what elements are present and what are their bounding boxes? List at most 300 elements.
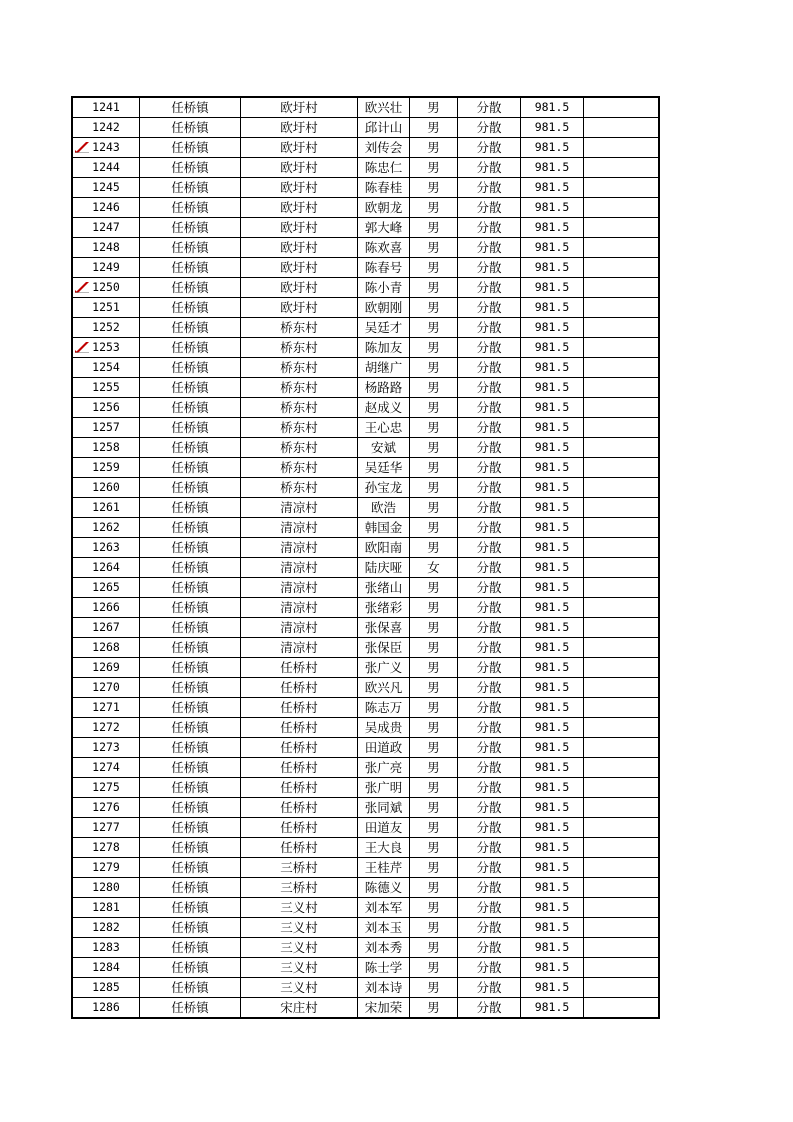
- cell-name[interactable]: [358, 958, 410, 978]
- cell-number[interactable]: [72, 558, 140, 578]
- cell-support-type[interactable]: [458, 338, 521, 358]
- cell-support-type[interactable]: [458, 698, 521, 718]
- cell-note[interactable]: [584, 758, 660, 778]
- cell-support-type[interactable]: [458, 478, 521, 498]
- cell-number[interactable]: [72, 678, 140, 698]
- cell-village[interactable]: [241, 158, 358, 178]
- cell-support-type[interactable]: [458, 138, 521, 158]
- cell-gender[interactable]: [410, 898, 458, 918]
- cell-amount[interactable]: [521, 398, 584, 418]
- cell-village[interactable]: [241, 878, 358, 898]
- cell-support-type[interactable]: [458, 598, 521, 618]
- cell-amount[interactable]: [521, 558, 584, 578]
- cell-gender[interactable]: [410, 278, 458, 298]
- cell-number[interactable]: [72, 818, 140, 838]
- cell-number[interactable]: [72, 158, 140, 178]
- cell-village[interactable]: [241, 718, 358, 738]
- cell-number[interactable]: [72, 318, 140, 338]
- cell-note[interactable]: [584, 97, 660, 118]
- cell-support-type[interactable]: [458, 638, 521, 658]
- cell-name[interactable]: [358, 258, 410, 278]
- cell-support-type[interactable]: [458, 518, 521, 538]
- cell-amount[interactable]: [521, 618, 584, 638]
- cell-gender[interactable]: [410, 758, 458, 778]
- cell-number[interactable]: [72, 218, 140, 238]
- cell-gender[interactable]: [410, 538, 458, 558]
- cell-village[interactable]: [241, 378, 358, 398]
- cell-name[interactable]: [358, 578, 410, 598]
- cell-number[interactable]: [72, 97, 140, 118]
- cell-support-type[interactable]: [458, 438, 521, 458]
- cell-number[interactable]: [72, 898, 140, 918]
- cell-number[interactable]: [72, 278, 140, 298]
- cell-number[interactable]: [72, 938, 140, 958]
- cell-support-type[interactable]: [458, 258, 521, 278]
- cell-name[interactable]: [358, 218, 410, 238]
- cell-name[interactable]: [358, 418, 410, 438]
- cell-gender[interactable]: [410, 358, 458, 378]
- cell-name[interactable]: [358, 838, 410, 858]
- cell-note[interactable]: [584, 718, 660, 738]
- cell-amount[interactable]: [521, 538, 584, 558]
- cell-name[interactable]: [358, 858, 410, 878]
- cell-town[interactable]: [140, 338, 241, 358]
- cell-number[interactable]: [72, 438, 140, 458]
- cell-note[interactable]: [584, 358, 660, 378]
- cell-number[interactable]: [72, 258, 140, 278]
- cell-number[interactable]: [72, 858, 140, 878]
- cell-number[interactable]: [72, 878, 140, 898]
- cell-note[interactable]: [584, 598, 660, 618]
- cell-town[interactable]: [140, 398, 241, 418]
- cell-note[interactable]: [584, 338, 660, 358]
- cell-name[interactable]: [358, 178, 410, 198]
- cell-village[interactable]: [241, 458, 358, 478]
- cell-note[interactable]: [584, 838, 660, 858]
- cell-gender[interactable]: [410, 718, 458, 738]
- cell-name[interactable]: [358, 398, 410, 418]
- cell-amount[interactable]: [521, 198, 584, 218]
- cell-amount[interactable]: [521, 138, 584, 158]
- cell-village[interactable]: [241, 298, 358, 318]
- cell-village[interactable]: [241, 838, 358, 858]
- cell-amount[interactable]: [521, 958, 584, 978]
- cell-support-type[interactable]: [458, 958, 521, 978]
- cell-amount[interactable]: [521, 458, 584, 478]
- cell-town[interactable]: [140, 778, 241, 798]
- cell-support-type[interactable]: [458, 878, 521, 898]
- cell-amount[interactable]: [521, 638, 584, 658]
- cell-amount[interactable]: [521, 758, 584, 778]
- cell-note[interactable]: [584, 658, 660, 678]
- cell-note[interactable]: [584, 858, 660, 878]
- cell-note[interactable]: [584, 398, 660, 418]
- cell-support-type[interactable]: [458, 218, 521, 238]
- cell-number[interactable]: [72, 638, 140, 658]
- cell-name[interactable]: [358, 97, 410, 118]
- cell-town[interactable]: [140, 678, 241, 698]
- cell-town[interactable]: [140, 258, 241, 278]
- cell-town[interactable]: [140, 198, 241, 218]
- cell-town[interactable]: [140, 418, 241, 438]
- cell-note[interactable]: [584, 778, 660, 798]
- cell-town[interactable]: [140, 278, 241, 298]
- cell-amount[interactable]: [521, 578, 584, 598]
- cell-town[interactable]: [140, 97, 241, 118]
- cell-village[interactable]: [241, 97, 358, 118]
- cell-gender[interactable]: [410, 858, 458, 878]
- cell-gender[interactable]: [410, 438, 458, 458]
- cell-town[interactable]: [140, 458, 241, 478]
- cell-support-type[interactable]: [458, 418, 521, 438]
- cell-note[interactable]: [584, 738, 660, 758]
- cell-number[interactable]: [72, 418, 140, 438]
- cell-town[interactable]: [140, 998, 241, 1019]
- cell-town[interactable]: [140, 178, 241, 198]
- cell-town[interactable]: [140, 758, 241, 778]
- cell-support-type[interactable]: [458, 238, 521, 258]
- cell-note[interactable]: [584, 118, 660, 138]
- cell-amount[interactable]: [521, 778, 584, 798]
- cell-amount[interactable]: [521, 318, 584, 338]
- cell-amount[interactable]: [521, 298, 584, 318]
- cell-amount[interactable]: [521, 858, 584, 878]
- cell-support-type[interactable]: [458, 858, 521, 878]
- cell-name[interactable]: [358, 658, 410, 678]
- cell-number[interactable]: [72, 978, 140, 998]
- cell-name[interactable]: [358, 818, 410, 838]
- cell-village[interactable]: [241, 658, 358, 678]
- cell-name[interactable]: [358, 358, 410, 378]
- cell-village[interactable]: [241, 238, 358, 258]
- cell-name[interactable]: [358, 498, 410, 518]
- cell-note[interactable]: [584, 218, 660, 238]
- cell-gender[interactable]: [410, 198, 458, 218]
- cell-support-type[interactable]: [458, 578, 521, 598]
- cell-name[interactable]: [358, 238, 410, 258]
- cell-amount[interactable]: [521, 718, 584, 738]
- cell-town[interactable]: [140, 658, 241, 678]
- cell-name[interactable]: [358, 378, 410, 398]
- cell-note[interactable]: [584, 318, 660, 338]
- cell-gender[interactable]: [410, 958, 458, 978]
- cell-amount[interactable]: [521, 598, 584, 618]
- cell-town[interactable]: [140, 558, 241, 578]
- cell-support-type[interactable]: [458, 158, 521, 178]
- cell-amount[interactable]: [521, 658, 584, 678]
- cell-gender[interactable]: [410, 798, 458, 818]
- cell-town[interactable]: [140, 438, 241, 458]
- cell-support-type[interactable]: [458, 97, 521, 118]
- cell-note[interactable]: [584, 998, 660, 1019]
- cell-name[interactable]: [358, 158, 410, 178]
- cell-village[interactable]: [241, 578, 358, 598]
- cell-number[interactable]: [72, 118, 140, 138]
- cell-amount[interactable]: [521, 338, 584, 358]
- cell-village[interactable]: [241, 918, 358, 938]
- cell-town[interactable]: [140, 318, 241, 338]
- cell-note[interactable]: [584, 898, 660, 918]
- cell-support-type[interactable]: [458, 738, 521, 758]
- cell-note[interactable]: [584, 178, 660, 198]
- cell-amount[interactable]: [521, 118, 584, 138]
- cell-village[interactable]: [241, 418, 358, 438]
- cell-support-type[interactable]: [458, 718, 521, 738]
- cell-amount[interactable]: [521, 498, 584, 518]
- cell-name[interactable]: [358, 698, 410, 718]
- cell-gender[interactable]: [410, 318, 458, 338]
- cell-support-type[interactable]: [458, 618, 521, 638]
- cell-note[interactable]: [584, 198, 660, 218]
- cell-name[interactable]: [358, 978, 410, 998]
- cell-gender[interactable]: [410, 738, 458, 758]
- cell-name[interactable]: [358, 538, 410, 558]
- cell-note[interactable]: [584, 238, 660, 258]
- cell-note[interactable]: [584, 918, 660, 938]
- cell-number[interactable]: [72, 838, 140, 858]
- cell-number[interactable]: [72, 998, 140, 1019]
- cell-amount[interactable]: [521, 358, 584, 378]
- cell-amount[interactable]: [521, 978, 584, 998]
- cell-note[interactable]: [584, 818, 660, 838]
- cell-name[interactable]: [358, 338, 410, 358]
- cell-support-type[interactable]: [458, 658, 521, 678]
- cell-gender[interactable]: [410, 618, 458, 638]
- cell-amount[interactable]: [521, 178, 584, 198]
- cell-support-type[interactable]: [458, 898, 521, 918]
- cell-village[interactable]: [241, 558, 358, 578]
- cell-amount[interactable]: [521, 818, 584, 838]
- cell-gender[interactable]: [410, 918, 458, 938]
- cell-gender[interactable]: [410, 338, 458, 358]
- cell-village[interactable]: [241, 318, 358, 338]
- cell-town[interactable]: [140, 958, 241, 978]
- cell-note[interactable]: [584, 958, 660, 978]
- cell-village[interactable]: [241, 798, 358, 818]
- cell-village[interactable]: [241, 598, 358, 618]
- cell-note[interactable]: [584, 378, 660, 398]
- cell-village[interactable]: [241, 678, 358, 698]
- cell-amount[interactable]: [521, 238, 584, 258]
- cell-name[interactable]: [358, 638, 410, 658]
- cell-village[interactable]: [241, 138, 358, 158]
- cell-note[interactable]: [584, 498, 660, 518]
- cell-village[interactable]: [241, 538, 358, 558]
- cell-town[interactable]: [140, 378, 241, 398]
- cell-town[interactable]: [140, 578, 241, 598]
- cell-support-type[interactable]: [458, 818, 521, 838]
- cell-village[interactable]: [241, 518, 358, 538]
- cell-number[interactable]: [72, 178, 140, 198]
- cell-number[interactable]: [72, 478, 140, 498]
- cell-gender[interactable]: [410, 398, 458, 418]
- cell-gender[interactable]: [410, 598, 458, 618]
- cell-support-type[interactable]: [458, 838, 521, 858]
- cell-amount[interactable]: [521, 698, 584, 718]
- cell-amount[interactable]: [521, 998, 584, 1019]
- cell-amount[interactable]: [521, 918, 584, 938]
- cell-number[interactable]: [72, 918, 140, 938]
- cell-gender[interactable]: [410, 258, 458, 278]
- cell-gender[interactable]: [410, 378, 458, 398]
- cell-note[interactable]: [584, 418, 660, 438]
- cell-number[interactable]: [72, 298, 140, 318]
- cell-village[interactable]: [241, 758, 358, 778]
- cell-support-type[interactable]: [458, 398, 521, 418]
- cell-gender[interactable]: [410, 878, 458, 898]
- comment-marker-icon[interactable]: [75, 342, 89, 353]
- cell-village[interactable]: [241, 118, 358, 138]
- cell-support-type[interactable]: [458, 998, 521, 1019]
- cell-note[interactable]: [584, 298, 660, 318]
- cell-number[interactable]: [72, 598, 140, 618]
- cell-village[interactable]: [241, 698, 358, 718]
- cell-town[interactable]: [140, 218, 241, 238]
- cell-town[interactable]: [140, 358, 241, 378]
- cell-village[interactable]: [241, 998, 358, 1019]
- cell-number[interactable]: [72, 658, 140, 678]
- cell-name[interactable]: [358, 518, 410, 538]
- cell-amount[interactable]: [521, 878, 584, 898]
- cell-name[interactable]: [358, 458, 410, 478]
- cell-town[interactable]: [140, 718, 241, 738]
- cell-note[interactable]: [584, 538, 660, 558]
- cell-gender[interactable]: [410, 218, 458, 238]
- cell-amount[interactable]: [521, 478, 584, 498]
- cell-support-type[interactable]: [458, 358, 521, 378]
- cell-support-type[interactable]: [458, 778, 521, 798]
- cell-number[interactable]: [72, 238, 140, 258]
- cell-note[interactable]: [584, 558, 660, 578]
- cell-gender[interactable]: [410, 678, 458, 698]
- cell-village[interactable]: [241, 358, 358, 378]
- cell-number[interactable]: [72, 338, 140, 358]
- cell-town[interactable]: [140, 918, 241, 938]
- cell-village[interactable]: [241, 938, 358, 958]
- cell-town[interactable]: [140, 858, 241, 878]
- cell-town[interactable]: [140, 978, 241, 998]
- cell-amount[interactable]: [521, 438, 584, 458]
- cell-town[interactable]: [140, 798, 241, 818]
- cell-note[interactable]: [584, 618, 660, 638]
- cell-note[interactable]: [584, 138, 660, 158]
- cell-gender[interactable]: [410, 558, 458, 578]
- cell-note[interactable]: [584, 678, 660, 698]
- cell-village[interactable]: [241, 858, 358, 878]
- cell-town[interactable]: [140, 138, 241, 158]
- cell-town[interactable]: [140, 158, 241, 178]
- cell-village[interactable]: [241, 178, 358, 198]
- cell-name[interactable]: [358, 618, 410, 638]
- cell-note[interactable]: [584, 978, 660, 998]
- cell-note[interactable]: [584, 258, 660, 278]
- cell-amount[interactable]: [521, 898, 584, 918]
- cell-name[interactable]: [358, 738, 410, 758]
- cell-name[interactable]: [358, 598, 410, 618]
- cell-support-type[interactable]: [458, 178, 521, 198]
- cell-amount[interactable]: [521, 678, 584, 698]
- cell-gender[interactable]: [410, 298, 458, 318]
- cell-support-type[interactable]: [458, 978, 521, 998]
- cell-amount[interactable]: [521, 518, 584, 538]
- cell-support-type[interactable]: [458, 758, 521, 778]
- cell-support-type[interactable]: [458, 118, 521, 138]
- cell-village[interactable]: [241, 478, 358, 498]
- cell-amount[interactable]: [521, 738, 584, 758]
- cell-gender[interactable]: [410, 578, 458, 598]
- cell-amount[interactable]: [521, 278, 584, 298]
- cell-number[interactable]: [72, 758, 140, 778]
- cell-name[interactable]: [358, 198, 410, 218]
- cell-number[interactable]: [72, 538, 140, 558]
- cell-note[interactable]: [584, 158, 660, 178]
- cell-note[interactable]: [584, 518, 660, 538]
- cell-village[interactable]: [241, 618, 358, 638]
- cell-village[interactable]: [241, 818, 358, 838]
- cell-number[interactable]: [72, 578, 140, 598]
- cell-number[interactable]: [72, 398, 140, 418]
- cell-amount[interactable]: [521, 838, 584, 858]
- cell-town[interactable]: [140, 498, 241, 518]
- comment-marker-icon[interactable]: [75, 142, 89, 153]
- cell-amount[interactable]: [521, 418, 584, 438]
- cell-gender[interactable]: [410, 638, 458, 658]
- cell-village[interactable]: [241, 638, 358, 658]
- cell-number[interactable]: [72, 698, 140, 718]
- cell-village[interactable]: [241, 398, 358, 418]
- cell-village[interactable]: [241, 338, 358, 358]
- cell-note[interactable]: [584, 458, 660, 478]
- cell-amount[interactable]: [521, 798, 584, 818]
- cell-village[interactable]: [241, 738, 358, 758]
- cell-amount[interactable]: [521, 97, 584, 118]
- cell-number[interactable]: [72, 458, 140, 478]
- cell-town[interactable]: [140, 698, 241, 718]
- cell-gender[interactable]: [410, 498, 458, 518]
- cell-town[interactable]: [140, 118, 241, 138]
- cell-number[interactable]: [72, 198, 140, 218]
- cell-gender[interactable]: [410, 698, 458, 718]
- cell-note[interactable]: [584, 698, 660, 718]
- cell-town[interactable]: [140, 638, 241, 658]
- cell-gender[interactable]: [410, 658, 458, 678]
- cell-gender[interactable]: [410, 158, 458, 178]
- cell-amount[interactable]: [521, 218, 584, 238]
- cell-name[interactable]: [358, 778, 410, 798]
- comment-marker-icon[interactable]: [75, 282, 89, 293]
- cell-name[interactable]: [358, 138, 410, 158]
- cell-town[interactable]: [140, 938, 241, 958]
- cell-name[interactable]: [358, 898, 410, 918]
- cell-town[interactable]: [140, 738, 241, 758]
- cell-name[interactable]: [358, 998, 410, 1019]
- cell-name[interactable]: [358, 678, 410, 698]
- cell-town[interactable]: [140, 478, 241, 498]
- cell-amount[interactable]: [521, 158, 584, 178]
- cell-gender[interactable]: [410, 138, 458, 158]
- cell-support-type[interactable]: [458, 678, 521, 698]
- cell-name[interactable]: [358, 938, 410, 958]
- cell-town[interactable]: [140, 838, 241, 858]
- cell-support-type[interactable]: [458, 378, 521, 398]
- cell-village[interactable]: [241, 258, 358, 278]
- cell-number[interactable]: [72, 618, 140, 638]
- cell-number[interactable]: [72, 498, 140, 518]
- cell-support-type[interactable]: [458, 458, 521, 478]
- cell-gender[interactable]: [410, 518, 458, 538]
- cell-gender[interactable]: [410, 458, 458, 478]
- cell-gender[interactable]: [410, 818, 458, 838]
